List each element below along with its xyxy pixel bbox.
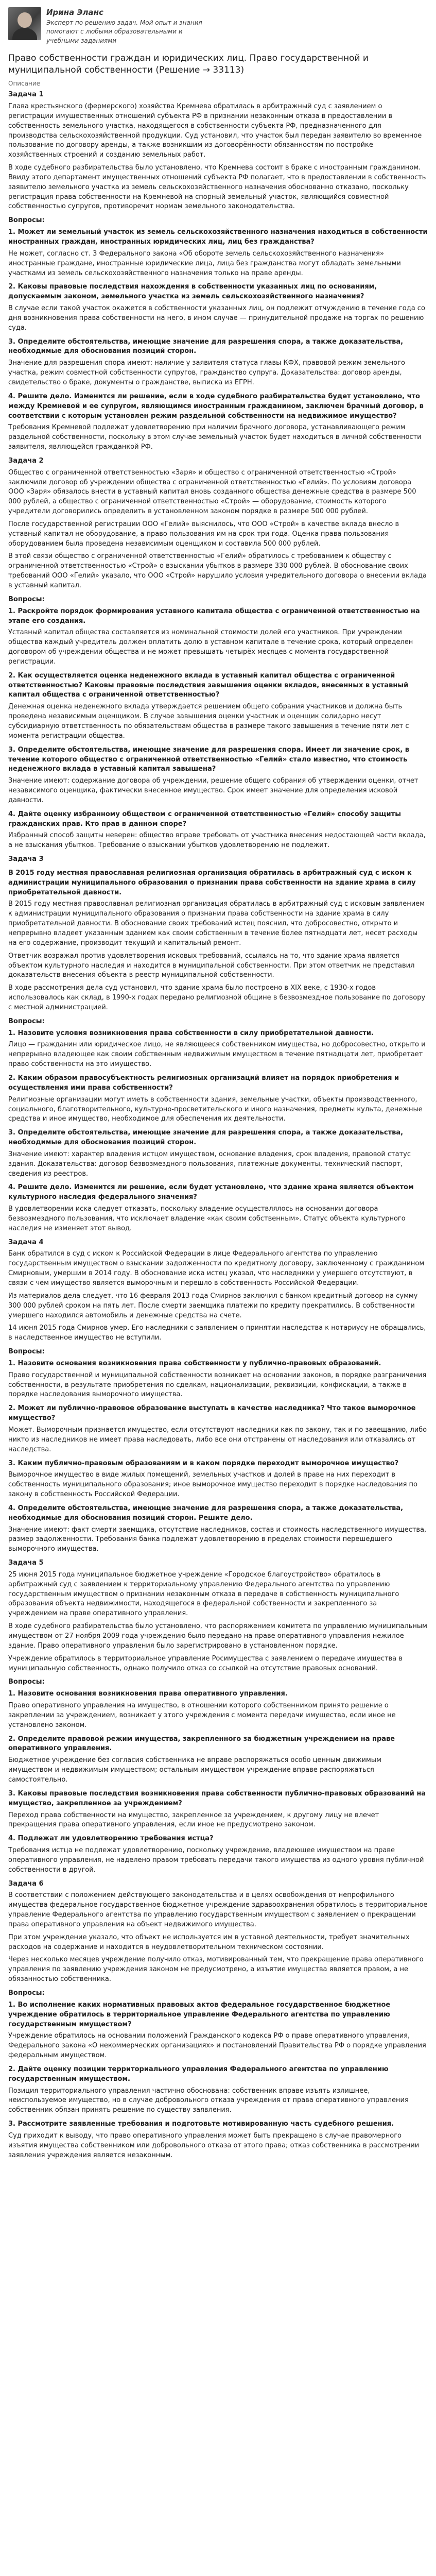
answer: Право оперативного управления на имущество, в отношении которого собственником принято решение о закреплении за учреждением, возникает у этого учреждения с момента передачи имущества, если иное не установлено законом.	[8, 1702, 396, 1729]
task-paragraph: В ходе судебного разбирательства было установлено, что Кремнева состоит в браке с иностранным гражданином. Ввиду этого департамент имущественных отношений субъекта РФ полагает, что в предоставлении в собственность заявителю земельного участка из земель сельскохозяйственного назначения обоснованно отказано, поскольку регистрация права собственности на Кремневой на спорный земельный участок, являющийся совместной собственностью супругов, противоречит нормам земельного законодательства.	[8, 164, 426, 211]
answer: Требования истца не подлежат удовлетворению, поскольку учреждение, владеющее имуществом на праве оперативного управления, не наделено правом требовать передачи такого имущества из одного уровня публичной собственности в другой.	[8, 1846, 424, 1874]
answer: Учреждение обратилось на основании положений Гражданского кодекса РФ о праве оперативного управления, Федерального закона «О некоммерческих организациях» и постановлений Правительства РФ о порядке управления федеральным имуществом.	[8, 2032, 426, 2060]
question: 2. Каким образом правосубъектность религиозных организаций влияет на порядок приобретения и осуществления ими права собственности?	[8, 1074, 399, 1092]
question: 1. Может ли земельный участок из земель сельскохозяйственного назначения находиться в собственности иностранных граждан, иностранных юридических лиц, лиц без гражданства?	[8, 228, 428, 246]
question: 1. Раскройте порядок формирования уставного капитала общества с ограниченной ответственностью на этапе его создания.	[8, 607, 420, 625]
questions-label: Вопросы:	[8, 1348, 45, 1356]
answer: Может. Выморочным признается имущество, если отсутствуют наследники как по закону, так и по завещанию, либо никто из наследников не имеет права наследовать, либо все они отстранены от наследования или отказались от наследства.	[8, 1426, 427, 1453]
question: 4. Решите дело. Изменится ли решение, если в ходе судебного разбирательства будет установлено, что между Кремневой и ее супругом, являющимся иностранным гражданином, заключен брачный договор, в соответствии с которым установлен режим раздельной собственности на недвижимое имущество?	[8, 392, 424, 420]
answer: В удовлетворении иска следует отказать, поскольку владение осуществлялось на основании договора безвозмездного пользования, что исключает владение «как своим собственным». Статус объекта культурного наследия не изменяет этот вывод.	[8, 1205, 406, 1232]
task-paragraph: В соответствии с положением действующего законодательства и в целях освобождения от непрофильного имущества федеральное государственное бюджетное учреждение здравоохранения обратилось в территориальное управление Федерального агентства по управлению государственным имуществом с заявлением о прекращении права оперативного управления на объект недвижимого имущества.	[8, 1891, 428, 1928]
question: 4. Определите обстоятельства, имеющие значение для разрешения спора, а также доказательства, необходимые для обоснования позиций сторон. Решите дело.	[8, 1504, 404, 1522]
questions-label: Вопросы:	[8, 1678, 45, 1686]
task-paragraph: При этом учреждение указало, что объект не используется им в уставной деятельности, требует значительных расходов на содержание и находится в неудовлетворительном техническом состоянии.	[8, 1933, 410, 1951]
author-info	[46, 7, 211, 45]
author-avatar[interactable]	[8, 7, 41, 40]
answer: Не может, согласно ст. 3 Федерального закона «Об обороте земель сельскохозяйственного назначения» иностранные граждане, иностранные юридические лица, лица без гражданства могут обладать земельными участками из земель сельскохозяйственного назначения только на праве аренды.	[8, 249, 401, 277]
task-header: Задача 1	[8, 91, 44, 99]
questions-label: Вопросы:	[8, 216, 45, 225]
questions-label: Вопросы:	[8, 1989, 45, 1997]
answer: Суд приходит к выводу, что право оперативного управления может быть прекращено в случае правомерного изъятия имущества собственником или добровольного отказа от этого права; отказ собственника в рассмотрении заявления учреждения является незаконным.	[8, 2131, 420, 2159]
document-meta: Описание	[8, 79, 41, 87]
task-header: Задача 4	[8, 1238, 44, 1246]
task-paragraph: После государственной регистрации ООО «Гелий» выяснилось, что ООО «Строй» в качестве вклада внесло в уставный капитал не оборудование, а право пользования им на срок три года. Оценка права пользования оборудованием была проведена независимым оценщиком и составила 500 000 рублей.	[8, 520, 399, 548]
task-paragraph: 25 июня 2015 года муниципальное бюджетное учреждение «Городское благоустройство» обратилось в арбитражный суд с заявлением к территориальному управлению Федерального агентства по управлению государственным имуществом о признании незаконным отказа в передаче в собственность муниципального образования объекта недвижимости, находящегося в федеральной собственности и закрепленного за учреждением на праве оперативного управления.	[8, 1570, 399, 1618]
question: 1. Назовите условия возникновения права собственности в силу приобретательной давности.	[8, 1029, 374, 1037]
question: 2. Как осуществляется оценка неденежного вклада в уставный капитал общества с ограниченной ответственностью? Каковы правовые последствия завышения оценки вкладов, внесенных в уставный капитал общества с ограниченной ответственностью?	[8, 671, 409, 699]
task-section	[8, 1879, 428, 2161]
task-paragraph: Через несколько месяцев учреждение получило отказ, мотивированный тем, что прекращение права оперативного управления по заявлению учреждения законом не предусмотрено, а изъятие имущества является правом, а не обязанностью собственника.	[8, 1956, 424, 1984]
question: 3. Рассмотрите заявленные требования и подготовьте мотивированную часть судебного решения.	[8, 2120, 394, 2128]
question: 1. Во исполнение каких нормативных правовых актов федеральное государственное бюджетное учреждение обратилось в территориальное управление Федерального агентства по управлению государственным имуществом?	[8, 2001, 391, 2028]
answer: Избранный способ защиты неверен: общество вправе требовать от участника внесения недостающей части вклада, а не взыскания убытков. Требование о взыскании убытков удовлетворению не подлежит.	[8, 832, 426, 850]
question: 2. Может ли публично-правовое образование выступать в качестве наследника? Что такое выморочное имущество?	[8, 1404, 416, 1422]
task-section	[8, 90, 428, 452]
document-title: Право собственности граждан и юридических лиц. Право государственной и муниципальной собственности (Решение → 33113)	[8, 53, 369, 75]
tasks-container	[8, 90, 428, 2160]
task-section	[8, 1238, 428, 1554]
answer: Позиция территориального управления частично обоснована: собственник вправе изъять излишнее, неиспользуемое имущество, но в случае добровольного отказа учреждения от права оперативного управления собственник обязан принять решение по существу заявления.	[8, 2087, 409, 2114]
task-paragraph: Глава крестьянского (фермерского) хозяйства Кремнева обратилась в арбитражный суд с заявлением о регистрации имущественных отношений субъекта РФ в признании незаконным отказа в предоставлении в собственность земельного участка, находящегося в собственности субъекта РФ, предназначенного для производства сельскохозяйственной продукции. Суд установил, что участок был передан заявителю во временное пользование по договору аренды, а также возникшим из договорённости обязанностям по постройке хозяйственных строений и созданию земельных работ.	[8, 103, 422, 159]
question: 4. Решите дело. Изменится ли решение, если будет установлено, что здание храма является объектом культурного наследия федерального значения?	[8, 1183, 414, 1201]
question: 3. Определите обстоятельства, имеющие значение для разрешения спора, а также доказательства, необходимые для обоснования позиций сторон.	[8, 1129, 404, 1147]
question: 4. Дайте оценку избранному обществом с ограниченной ответственностью «Гелий» способу защиты гражданских прав. Кто прав в данном споре?	[8, 810, 401, 828]
task-paragraph: В 2015 году местная православная религиозная организация обратилась в арбитражный суд с исковым заявлением к администрации муниципального образования о признании права собственности на здание храма в силу приобретательной давности. В обоснование своих требований истец пояснил, что добросовестно, открыто и непрерывно владеет указанным зданием как своим собственным в течение более пятнадцати лет, несет расходы на его содержание, производит текущий и капитальный ремонт.	[8, 900, 425, 947]
task-section	[8, 1558, 428, 1875]
author-description: Эксперт по решению задач. Мой опыт и знания помогают с любыми образовательными и учебными заданиями	[46, 19, 202, 44]
task-header: Задача 6	[8, 1879, 44, 1888]
task-paragraph: Банк обратился в суд с иском к Российской Федерации в лице Федерального агентства по управлению государственным имуществом о взыскании задолженности по кредитному договору, заключенному с гражданином Смирновым, умершим в 2014 году. В обоснование иска истец указал, что наследники у умершего отсутствуют, в связи с чем имущество является выморочным и перешло в собственность Российской Федерации.	[8, 1250, 425, 1287]
answer: В случае если такой участок окажется в собственности указанных лиц, он подлежит отчуждению в течение года со дня возникновения права собственности на него, в ином случае — принудительной продаже на торгах по решению суда.	[8, 304, 425, 332]
answer: Значение для разрешения спора имеют: наличие у заявителя статуса главы КФХ, правовой режим земельного участка, режим совместной собственности супругов, гражданство супруга. Доказательства: договор аренды, свидетельство о браке, документы о гражданстве, выписка из ЕГРН.	[8, 359, 405, 386]
author-name[interactable]: Ирина Эланс	[46, 8, 103, 17]
question: 3. Каковы правовые последствия возникновения права собственности публично-правовых образований на имущество, закрепленное за учреждением?	[8, 1789, 426, 1807]
question: 2. Определите правовой режим имущества, закрепленного за бюджетным учреждением на праве оперативного управления.	[8, 1735, 395, 1753]
question: 2. Дайте оценку позиции территориального управления Федерального агентства по управлению государственным имуществом.	[8, 2065, 389, 2083]
answer: Право государственной и муниципальной собственности возникает на основании законов, в порядке разграничения собственности, в результате приобретения по сделкам, национализации, реквизиции, конфискации, а также в порядке наследования выморочного имущества.	[8, 1371, 427, 1399]
answer: Значение имеют: характер владения истцом имуществом, основание владения, срок владения, правовой статус здания. Доказательства: договор безвозмездного пользования, платежные документы, технический паспорт, сведения из реестров.	[8, 1150, 411, 1178]
answer: Уставный капитал общества составляется из номинальной стоимости долей его участников. При учреждении общества каждый учредитель должен оплатить долю в уставном капитале в течение срока, который определен договором об учреждении общества и не может превышать четырёх месяцев с момента государственной регистрации.	[8, 629, 413, 666]
questions-label: Вопросы:	[8, 595, 45, 603]
answer: Денежная оценка неденежного вклада утверждается решением общего собрания участников и должна быть проведена независимым оценщиком. В случае завышения оценки участник и оценщик солидарно несут субсидиарную ответственность по обязательствам общества в размере такого завышения в течение пяти лет с момента регистрации общества.	[8, 703, 409, 740]
task-paragraph: Ответчик возражал против удовлетворения исковых требований, ссылаясь на то, что здание храма является объектом культурного наследия и находится в муниципальной собственности. При этом ответчик не представил доказательств внесения объекта в реестр муниципальной собственности.	[8, 952, 415, 979]
question: 1. Назовите основания возникновения права собственности у публично-правовых образований.	[8, 1359, 381, 1367]
question: 3. Каким публично-правовым образованиям и в каком порядке переходит выморочное имущество?	[8, 1459, 399, 1467]
task-paragraph: Из материалов дела следует, что 16 февраля 2013 года Смирнов заключил с банком кредитный договор на сумму 300 000 рублей сроком на пять лет. После смерти заемщика платежи по кредиту прекратились. В собственности умершего находился автомобиль и денежные средства на счете.	[8, 1292, 418, 1319]
questions-label: Вопросы:	[8, 1017, 45, 1025]
task-section	[8, 456, 428, 851]
task-paragraph: В ходе судебного разбирательства было установлено, что распоряжением комитета по управлению муниципальным имуществом от 27 ноября 2009 года учреждению было передано на праве оперативного управления нежилое здание. Право оперативного управления было зарегистрировано в установленном порядке.	[8, 1622, 427, 1650]
answer: Требования Кремневой подлежат удовлетворению при наличии брачного договора, устанавливающего режим раздельной собственности, поскольку в этом случае земельный участок будет находиться в личной собственности заявителя, являющейся гражданкой РФ.	[8, 423, 422, 451]
answer: Выморочное имущество в виде жилых помещений, земельных участков и долей в праве на них переходит в собственность муниципального образования; иное выморочное имущество переходит в порядке наследования по закону в собственность Российской Федерации.	[8, 1471, 417, 1499]
task-section	[8, 855, 428, 1234]
answer: Лицо — гражданин или юридическое лицо, не являющееся собственником имущества, но добросовестно, открыто и непрерывно владеющее как своим собственным недвижимым имуществом в течение пятнадцати лет, приобретает право собственности на это имущество.	[8, 1041, 426, 1069]
question: 3. Определите обстоятельства, имеющие значение для разрешения спора, а также доказательства, необходимые для обоснования позиций сторон.	[8, 337, 404, 355]
task-paragraph: В ходе рассмотрения дела суд установил, что здание храма было построено в XIX веке, с 1930-х годов использовалось как склад, в 1990-х годах передано религиозной общине в безвозмездное пользование по договору с местной администрацией.	[8, 984, 426, 1011]
task-paragraph: Общество с ограниченной ответственностью «Заря» и общество с ограниченной ответственностью «Строй» заключили договор об учреждении общества с ограниченной ответственностью «Гелий». По условиям договора ООО «Заря» обязалось внести в уставный капитал вновь созданного общества денежные средства в размере 500 000 рублей, а общество с ограниченной ответственностью «Строй» — оборудование, стоимость которого учредители договорились определить в установленном законом порядке в размере 500 000 рублей.	[8, 468, 416, 516]
question: 1. Назовите основания возникновения права оперативного управления.	[8, 1690, 288, 1698]
question: 2. Каковы правовые последствия нахождения в собственности указанных лиц по основаниям, допускаемым законом, земельного участка из земель сельскохозяйственного назначения?	[8, 283, 377, 301]
task-header: Задача 3	[8, 855, 44, 863]
task-header: Задача 5	[8, 1559, 44, 1567]
task-intro: В 2015 году местная православная религиозная организация обратилась в арбитражный суд с иском к администрации муниципального образования о признании права собственности на здание храма в силу приобретательной давности.	[8, 869, 416, 896]
author-card	[8, 4, 428, 52]
answer: Переход права собственности на имущество, закрепленное за учреждением, к другому лицу не влечет прекращения права оперативного управления, если иное не предусмотрено законом.	[8, 1811, 379, 1829]
question: 4. Подлежат ли удовлетворению требования истца?	[8, 1835, 214, 1843]
question: 3. Определите обстоятельства, имеющие значение для разрешения спора. Имеет ли значение срок, в течение которого общество с ограниченной ответственностью «Гелий» стало известно, что стоимость неденежного вклада в уставный капитал завышена?	[8, 745, 410, 773]
task-header: Задача 2	[8, 456, 44, 465]
task-paragraph: В этой связи общество с ограниченной ответственностью «Гелий» обратилось с требованием к обществу с ограниченной ответственностью «Строй» о взыскании убытков в размере 330 000 рублей. В обоснование своих требований ООО «Гелий» указало, что ООО «Строй» нарушило условия учредительного договора о внесении вклада в уставный капитал.	[8, 552, 427, 589]
answer: Значение имеют: факт смерти заемщика, отсутствие наследников, состав и стоимость наследственного имущества, размер задолженности. Требования банка подлежат удовлетворению в пределах стоимости перешедшего выморочного имущества.	[8, 1526, 427, 1553]
answer: Значение имеют: содержание договора об учреждении, решение общего собрания об утверждении оценки, отчет независимого оценщика, фактически внесенное имущество. Срок имеет значение для определения исковой давности.	[8, 777, 418, 804]
task-paragraph: 14 июня 2015 года Смирнов умер. Его наследники с заявлением о принятии наследства к нотариусу не обращались, в наследственное имущество не вступили.	[8, 1324, 426, 1342]
task-paragraph: Учреждение обратилось в территориальное управление Росимущества с заявлением о передаче имущества в муниципальную собственность, однако получило отказ со ссылкой на отсутствие правовых оснований.	[8, 1654, 403, 1672]
answer: Бюджетное учреждение без согласия собственника не вправе распоряжаться особо ценным движимым имуществом и недвижимым имуществом; остальным имуществом учреждение вправе распоряжаться самостоятельно.	[8, 1756, 381, 1784]
answer: Религиозные организации могут иметь в собственности здания, земельные участки, объекты производственного, социального, благотворительного, культурно-просветительского и иного назначения, предметы культа, денежные средства и иное имущество, необходимое для обеспечения их деятельности.	[8, 1095, 423, 1123]
